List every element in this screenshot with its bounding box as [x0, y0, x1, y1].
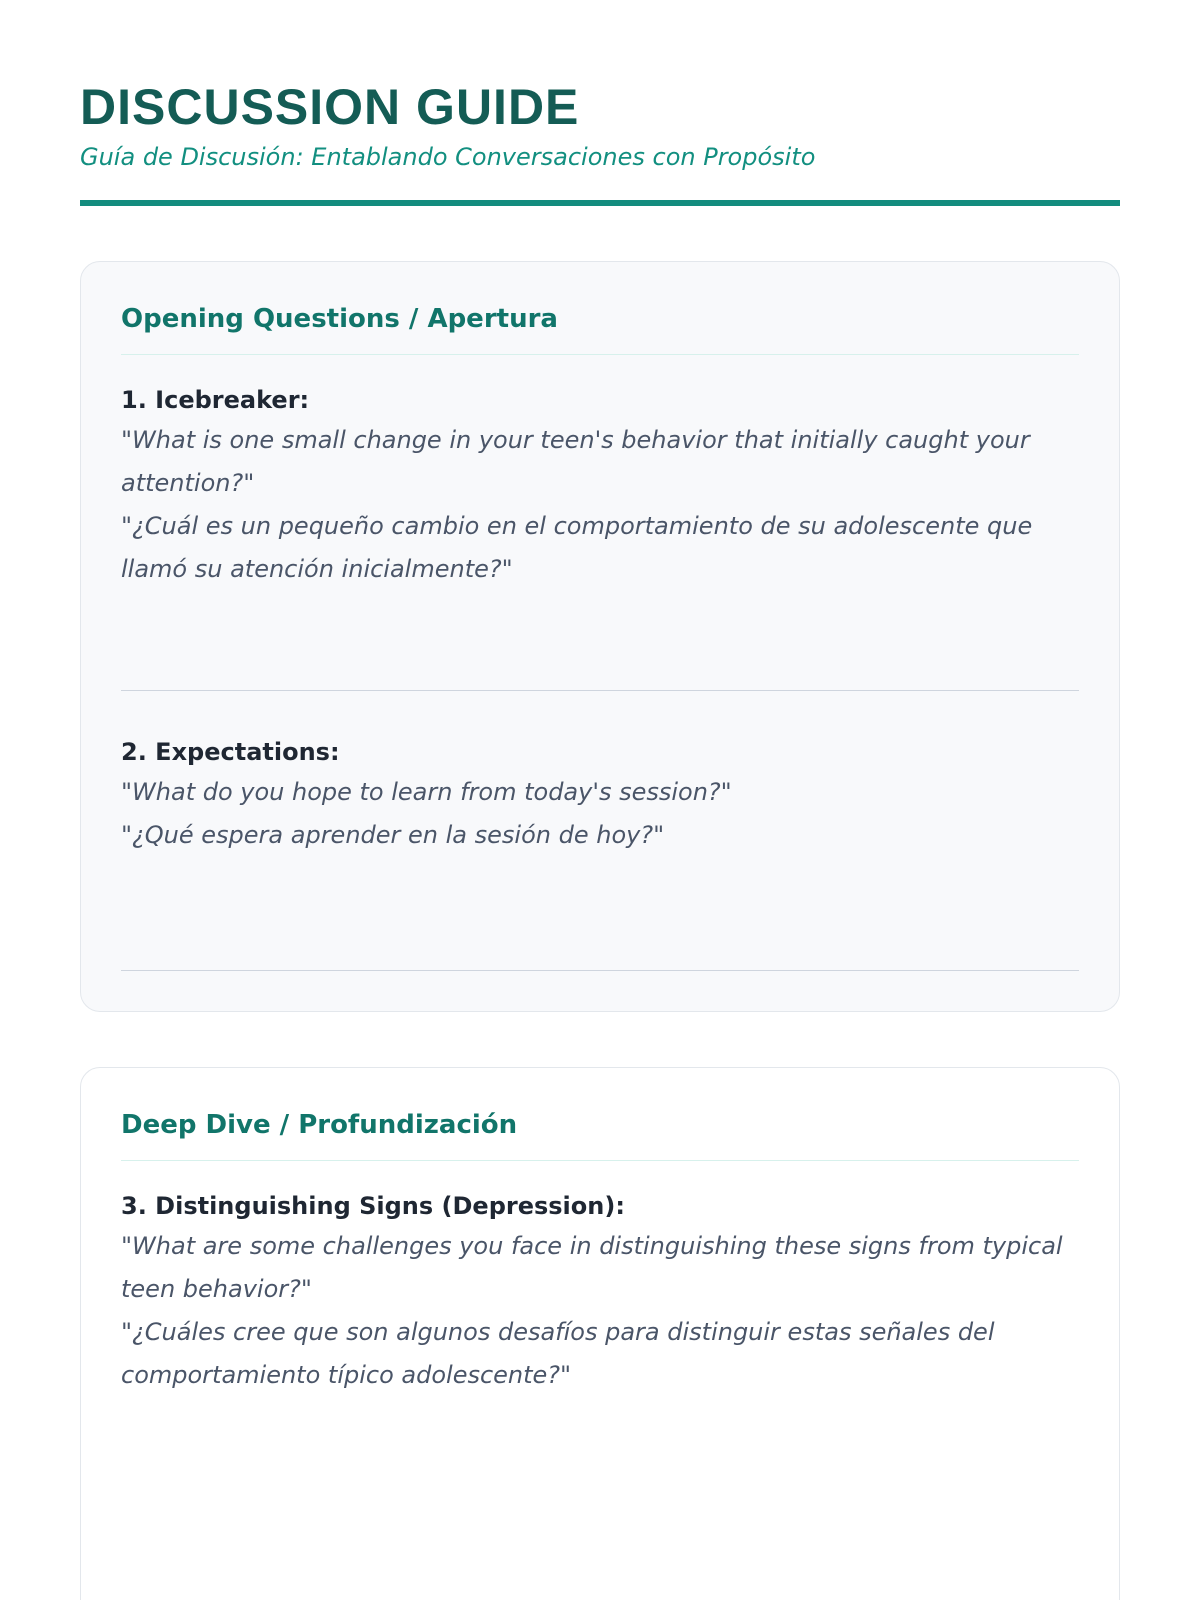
- question-label: 1. Icebreaker:: [121, 386, 310, 414]
- section-title: Opening Questions / Apertura: [121, 302, 1079, 355]
- question-text-en: "What do you hope to learn from today's session?": [121, 778, 732, 806]
- question-text-es: "¿Cuál es un pequeño cambio en el comportamiento de su adolescente que llamó su atención inicialmente?": [121, 512, 1033, 583]
- section-title: Deep Dive / Profundización: [121, 1108, 1079, 1161]
- question-text-es: "¿Qué espera aprender en la sesión de hoy?": [121, 821, 665, 849]
- question-label: 3. Distinguishing Signs (Depression):: [121, 1192, 625, 1220]
- section-card-deep-dive: [80, 1067, 1120, 1600]
- question-text-en: "What is one small change in your teen's behavior that initially caught your attention?": [121, 426, 1030, 497]
- question-item: [121, 381, 1079, 691]
- section-card-opening: [80, 261, 1120, 1012]
- question-text-en: "What are some challenges you face in distinguishing these signs from typical teen behavior?": [121, 1232, 1063, 1303]
- page-subtitle: Guía de Discusión: Entablando Conversaciones con Propósito: [80, 143, 816, 171]
- spacer: [121, 691, 1079, 733]
- page-title: DISCUSSION GUIDE: [80, 79, 580, 135]
- question-item: [121, 733, 1079, 971]
- question-item: [121, 1187, 1079, 1497]
- question-text-es: "¿Cuáles cree que son algunos desafíos para distinguir estas señales del comportamiento típico adolescente?": [121, 1318, 995, 1389]
- title-divider: [80, 200, 1120, 206]
- question-label: 2. Expectations:: [121, 738, 340, 766]
